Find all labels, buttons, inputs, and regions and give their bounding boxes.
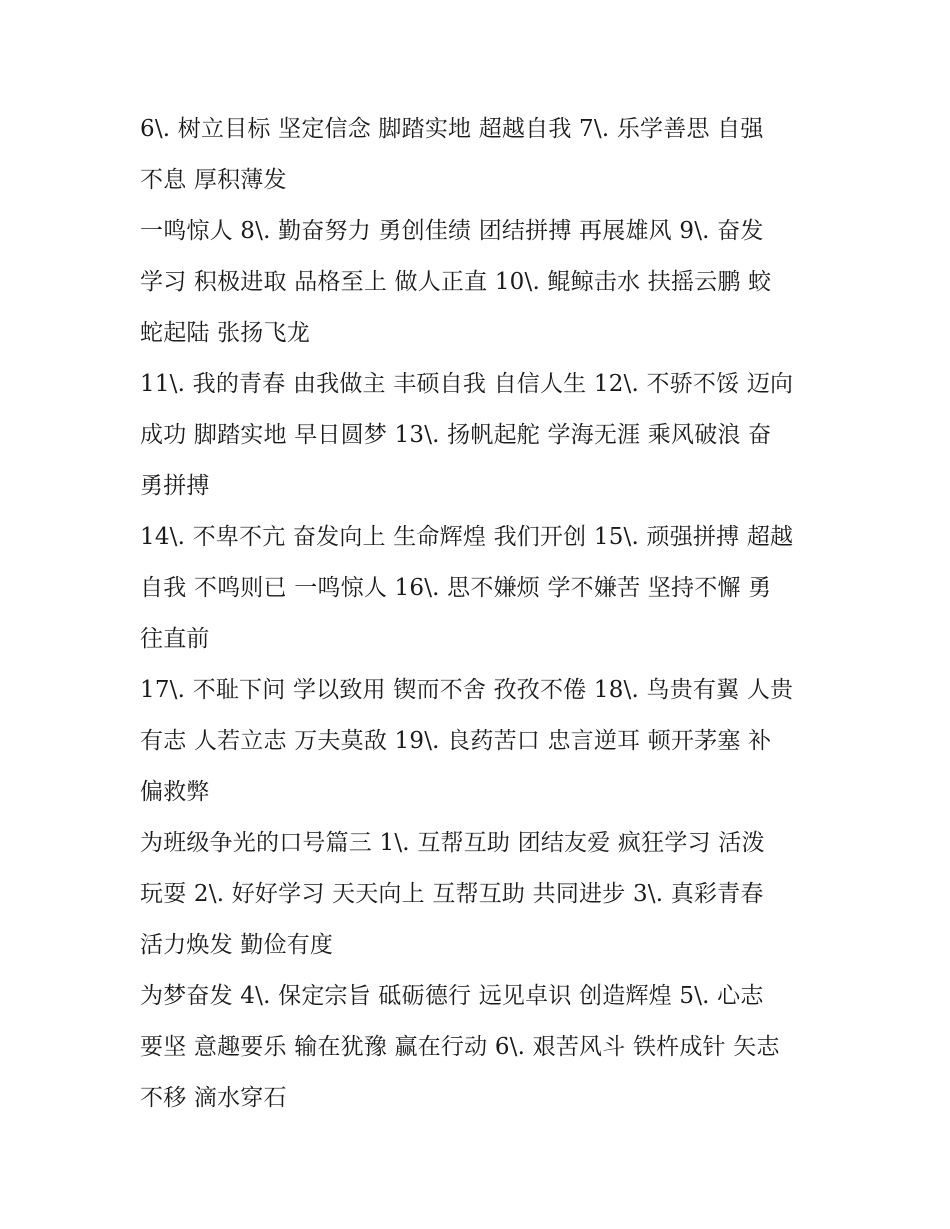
text-line: 学习 积极进取 品格至上 做人正直 10\. 鲲鲸击水 扶摇云鹏 蛟 <box>140 269 772 295</box>
text-line: 成功 脚踏实地 早日圆梦 13\. 扬帆起舵 学海无涯 乘风破浪 奋 <box>140 422 772 448</box>
document-body <box>140 104 820 1124</box>
text-line: 6\. 树立目标 坚定信念 脚踏实地 超越自我 7\. 乐学善思 自强 <box>140 116 764 142</box>
text-line: 不息 厚积薄发 <box>140 167 287 193</box>
text-line: 为班级争光的口号篇三 1\. 互帮互助 团结友爱 疯狂学习 活泼 <box>140 830 765 856</box>
text-line: 蛇起陆 张扬飞龙 <box>140 320 310 346</box>
text-line: 勇拼搏 <box>140 473 210 499</box>
text-line: 自我 不鸣则已 一鸣惊人 16\. 思不嫌烦 学不嫌苦 坚持不懈 勇 <box>140 575 772 601</box>
text-line: 偏救弊 <box>140 779 210 805</box>
text-line: 11\. 我的青春 由我做主 丰硕自我 自信人生 12\. 不骄不馁 迈向 <box>140 371 794 397</box>
text-line: 14\. 不卑不亢 奋发向上 生命辉煌 我们开创 15\. 顽强拼搏 超越 <box>140 524 794 550</box>
text-line: 不移 滴水穿石 <box>140 1085 287 1111</box>
text-line: 17\. 不耻下问 学以致用 锲而不舍 孜孜不倦 18\. 鸟贵有翼 人贵 <box>140 677 794 703</box>
text-line: 要坚 意趣要乐 输在犹豫 赢在行动 6\. 艰苦风斗 铁杵成针 矢志 <box>140 1034 780 1060</box>
text-line: 有志 人若立志 万夫莫敌 19\. 良药苦口 忠言逆耳 顿开茅塞 补 <box>140 728 772 754</box>
text-line: 活力焕发 勤俭有度 <box>140 932 334 958</box>
text-line: 为梦奋发 4\. 保定宗旨 砥砺德行 远见卓识 创造辉煌 5\. 心志 <box>140 983 764 1009</box>
text-line: 一鸣惊人 8\. 勤奋努力 勇创佳绩 团结拼搏 再展雄风 9\. 奋发 <box>140 218 764 244</box>
text-line: 玩耍 2\. 好好学习 天天向上 互帮互助 共同进步 3\. 真彩青春 <box>140 881 764 907</box>
text-line: 往直前 <box>140 626 210 652</box>
